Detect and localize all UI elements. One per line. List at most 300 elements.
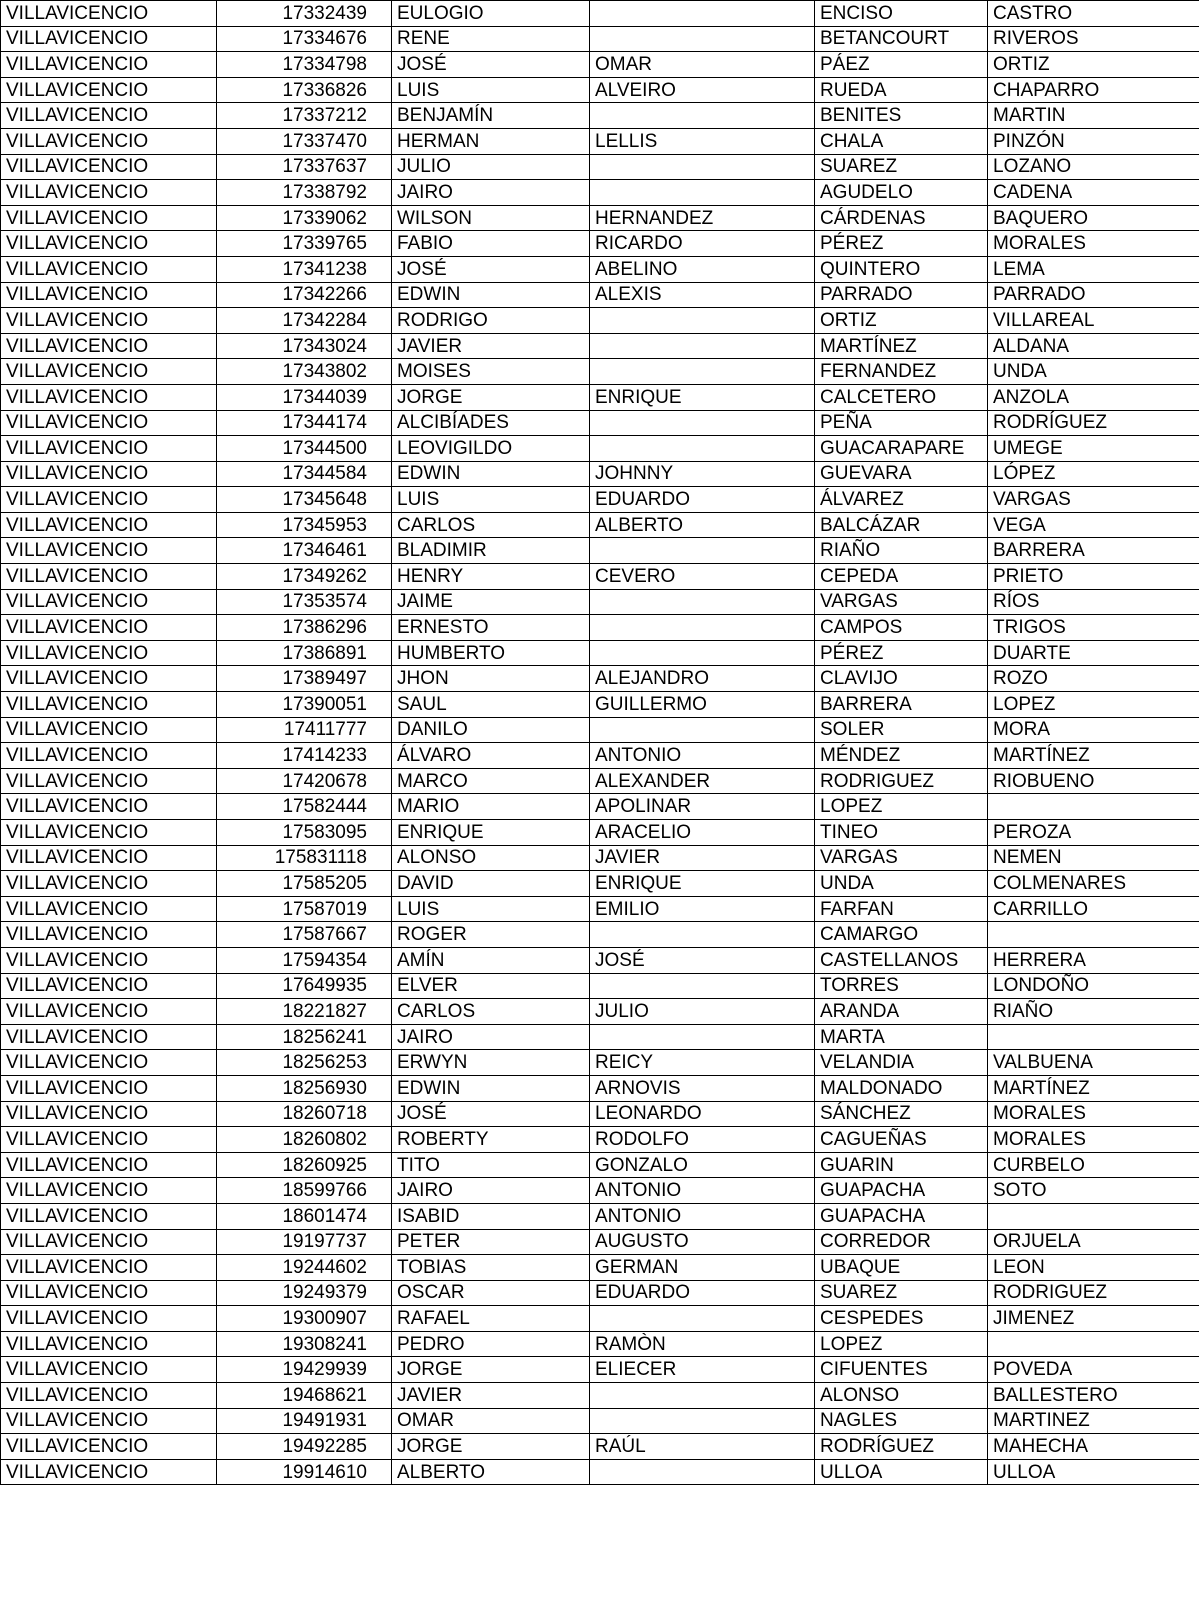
second-surname-cell: RODRÍGUEZ [988,410,1199,436]
id-number-cell: 17344584 [217,461,392,487]
table-row [1,154,1199,180]
first-name-cell: HENRY [392,564,590,590]
middle-name-cell: ALEXANDER [590,768,815,794]
table-row [1,820,1199,846]
first-surname-cell: PÉREZ [815,640,988,666]
table-row [1,999,1199,1025]
table-row [1,845,1199,871]
id-number-cell: 18260718 [217,1101,392,1127]
middle-name-cell [590,359,815,385]
table-row [1,973,1199,999]
city-cell: VILLAVICENCIO [1,512,217,538]
table-row [1,128,1199,154]
id-number-cell: 18256930 [217,1075,392,1101]
table-row [1,947,1199,973]
second-surname-cell: VARGAS [988,487,1199,513]
table-row [1,282,1199,308]
records-table-body [1,1,1199,1485]
first-surname-cell: MALDONADO [815,1075,988,1101]
middle-name-cell: LEONARDO [590,1101,815,1127]
table-row [1,1178,1199,1204]
table-row [1,487,1199,513]
second-surname-cell: POVEDA [988,1357,1199,1383]
first-surname-cell: CIFUENTES [815,1357,988,1383]
first-surname-cell: ORTIZ [815,308,988,334]
middle-name-cell: GERMAN [590,1255,815,1281]
first-surname-cell: GUARIN [815,1152,988,1178]
second-surname-cell: NEMEN [988,845,1199,871]
first-surname-cell: QUINTERO [815,256,988,282]
table-row [1,1024,1199,1050]
second-surname-cell: PINZÓN [988,128,1199,154]
id-number-cell: 17339062 [217,205,392,231]
city-cell: VILLAVICENCIO [1,1024,217,1050]
table-row [1,1434,1199,1460]
table-row [1,256,1199,282]
id-number-cell: 17345648 [217,487,392,513]
first-name-cell: JORGE [392,384,590,410]
table-row [1,77,1199,103]
first-name-cell: WILSON [392,205,590,231]
middle-name-cell [590,1024,815,1050]
second-surname-cell: UMEGE [988,436,1199,462]
city-cell: VILLAVICENCIO [1,922,217,948]
id-number-cell: 17332439 [217,1,392,27]
id-number-cell: 17411777 [217,717,392,743]
id-number-cell: 17344500 [217,436,392,462]
first-surname-cell: TINEO [815,820,988,846]
second-surname-cell: ORJUELA [988,1229,1199,1255]
city-cell: VILLAVICENCIO [1,128,217,154]
table-row [1,1459,1199,1485]
city-cell: VILLAVICENCIO [1,436,217,462]
id-number-cell: 17345953 [217,512,392,538]
middle-name-cell [590,410,815,436]
city-cell: VILLAVICENCIO [1,615,217,641]
second-surname-cell [988,1331,1199,1357]
first-name-cell: HUMBERTO [392,640,590,666]
middle-name-cell [590,436,815,462]
id-number-cell: 17386296 [217,615,392,641]
first-name-cell: JAIME [392,589,590,615]
table-row [1,871,1199,897]
city-cell: VILLAVICENCIO [1,308,217,334]
table-row [1,308,1199,334]
first-surname-cell: TORRES [815,973,988,999]
second-surname-cell: MORALES [988,1101,1199,1127]
first-name-cell: OSCAR [392,1280,590,1306]
middle-name-cell: ARACELIO [590,820,815,846]
first-surname-cell: PARRADO [815,282,988,308]
id-number-cell: 17342284 [217,308,392,334]
city-cell: VILLAVICENCIO [1,410,217,436]
first-surname-cell: VARGAS [815,589,988,615]
table-row [1,180,1199,206]
id-number-cell: 17587019 [217,896,392,922]
middle-name-cell: REICY [590,1050,815,1076]
first-name-cell: JULIO [392,154,590,180]
table-row [1,436,1199,462]
table-row [1,1229,1199,1255]
middle-name-cell [590,308,815,334]
first-surname-cell: BALCÁZAR [815,512,988,538]
table-row [1,461,1199,487]
first-name-cell: ISABID [392,1203,590,1229]
second-surname-cell: VALBUENA [988,1050,1199,1076]
id-number-cell: 17339765 [217,231,392,257]
first-surname-cell: UNDA [815,871,988,897]
table-row [1,1280,1199,1306]
middle-name-cell: AUGUSTO [590,1229,815,1255]
second-surname-cell [988,922,1199,948]
id-number-cell: 18260925 [217,1152,392,1178]
city-cell: VILLAVICENCIO [1,1331,217,1357]
table-row [1,359,1199,385]
first-surname-cell: GUAPACHA [815,1178,988,1204]
first-name-cell: CARLOS [392,512,590,538]
id-number-cell: 17337470 [217,128,392,154]
middle-name-cell: ELIECER [590,1357,815,1383]
first-surname-cell: RUEDA [815,77,988,103]
first-surname-cell: RIAÑO [815,538,988,564]
id-number-cell: 17649935 [217,973,392,999]
middle-name-cell: ALEXIS [590,282,815,308]
first-surname-cell: FARFAN [815,896,988,922]
table-row [1,1331,1199,1357]
first-name-cell: FABIO [392,231,590,257]
city-cell: VILLAVICENCIO [1,589,217,615]
table-row [1,538,1199,564]
second-surname-cell: BALLESTERO [988,1383,1199,1409]
middle-name-cell [590,26,815,52]
city-cell: VILLAVICENCIO [1,1459,217,1485]
table-row [1,1075,1199,1101]
first-name-cell: JOSÉ [392,1101,590,1127]
city-cell: VILLAVICENCIO [1,282,217,308]
second-surname-cell [988,1203,1199,1229]
first-name-cell: JOSÉ [392,256,590,282]
middle-name-cell: ENRIQUE [590,384,815,410]
id-number-cell: 19491931 [217,1408,392,1434]
first-name-cell: JORGE [392,1434,590,1460]
id-number-cell: 19197737 [217,1229,392,1255]
id-number-cell: 17346461 [217,538,392,564]
second-surname-cell: MARTÍNEZ [988,1075,1199,1101]
first-name-cell: ÁLVARO [392,743,590,769]
first-surname-cell: ÁLVAREZ [815,487,988,513]
second-surname-cell: CARRILLO [988,896,1199,922]
first-name-cell: SAUL [392,692,590,718]
first-surname-cell: GUAPACHA [815,1203,988,1229]
first-name-cell: ALONSO [392,845,590,871]
id-number-cell: 17389497 [217,666,392,692]
table-row [1,1050,1199,1076]
second-surname-cell: RIOBUENO [988,768,1199,794]
middle-name-cell [590,615,815,641]
id-number-cell: 18601474 [217,1203,392,1229]
first-name-cell: HERMAN [392,128,590,154]
middle-name-cell [590,1459,815,1485]
city-cell: VILLAVICENCIO [1,77,217,103]
second-surname-cell: ORTIZ [988,52,1199,78]
table-row [1,743,1199,769]
city-cell: VILLAVICENCIO [1,1229,217,1255]
middle-name-cell: ENRIQUE [590,871,815,897]
first-surname-cell: CAMARGO [815,922,988,948]
first-name-cell: RAFAEL [392,1306,590,1332]
table-row [1,1255,1199,1281]
table-row [1,768,1199,794]
middle-name-cell: APOLINAR [590,794,815,820]
id-number-cell: 19249379 [217,1280,392,1306]
first-surname-cell: MARTA [815,1024,988,1050]
table-row [1,333,1199,359]
city-cell: VILLAVICENCIO [1,384,217,410]
id-number-cell: 17342266 [217,282,392,308]
first-name-cell: ROBERTY [392,1127,590,1153]
table-row [1,1306,1199,1332]
city-cell: VILLAVICENCIO [1,845,217,871]
city-cell: VILLAVICENCIO [1,768,217,794]
table-row [1,896,1199,922]
first-surname-cell: PÁEZ [815,52,988,78]
table-row [1,589,1199,615]
second-surname-cell: CASTRO [988,1,1199,27]
first-surname-cell: CLAVIJO [815,666,988,692]
first-name-cell: JHON [392,666,590,692]
city-cell: VILLAVICENCIO [1,794,217,820]
second-surname-cell: RODRIGUEZ [988,1280,1199,1306]
second-surname-cell: MARTINEZ [988,1408,1199,1434]
first-name-cell: EDWIN [392,1075,590,1101]
middle-name-cell: EMILIO [590,896,815,922]
id-number-cell: 19468621 [217,1383,392,1409]
first-surname-cell: FERNANDEZ [815,359,988,385]
first-surname-cell: BARRERA [815,692,988,718]
middle-name-cell [590,973,815,999]
city-cell: VILLAVICENCIO [1,1357,217,1383]
second-surname-cell: LOPEZ [988,692,1199,718]
table-row [1,794,1199,820]
city-cell: VILLAVICENCIO [1,640,217,666]
second-surname-cell: RIAÑO [988,999,1199,1025]
table-row [1,615,1199,641]
first-name-cell: EDWIN [392,282,590,308]
second-surname-cell: MARTIN [988,103,1199,129]
first-surname-cell: PEÑA [815,410,988,436]
first-surname-cell: VELANDIA [815,1050,988,1076]
table-row [1,717,1199,743]
first-surname-cell: VARGAS [815,845,988,871]
first-name-cell: EULOGIO [392,1,590,27]
first-surname-cell: GUACARAPARE [815,436,988,462]
first-name-cell: ALCIBÍADES [392,410,590,436]
second-surname-cell: ROZO [988,666,1199,692]
first-name-cell: ERNESTO [392,615,590,641]
city-cell: VILLAVICENCIO [1,26,217,52]
second-surname-cell: TRIGOS [988,615,1199,641]
city-cell: VILLAVICENCIO [1,1050,217,1076]
middle-name-cell: RAÚL [590,1434,815,1460]
id-number-cell: 18256241 [217,1024,392,1050]
first-name-cell: DANILO [392,717,590,743]
id-number-cell: 17341238 [217,256,392,282]
id-number-cell: 17582444 [217,794,392,820]
first-name-cell: JAIRO [392,1178,590,1204]
id-number-cell: 17334798 [217,52,392,78]
id-number-cell: 17337637 [217,154,392,180]
first-surname-cell: RODRÍGUEZ [815,1434,988,1460]
table-row [1,1,1199,27]
middle-name-cell: HERNANDEZ [590,205,815,231]
first-name-cell: EDWIN [392,461,590,487]
second-surname-cell: JIMENEZ [988,1306,1199,1332]
first-name-cell: LUIS [392,77,590,103]
middle-name-cell: GUILLERMO [590,692,815,718]
middle-name-cell: JULIO [590,999,815,1025]
id-number-cell: 19492285 [217,1434,392,1460]
second-surname-cell: LÓPEZ [988,461,1199,487]
first-surname-cell: NAGLES [815,1408,988,1434]
city-cell: VILLAVICENCIO [1,896,217,922]
table-row [1,1357,1199,1383]
second-surname-cell: LEON [988,1255,1199,1281]
first-name-cell: RENE [392,26,590,52]
middle-name-cell: LELLIS [590,128,815,154]
middle-name-cell: ANTONIO [590,1203,815,1229]
first-surname-cell: CAMPOS [815,615,988,641]
table-row [1,1101,1199,1127]
city-cell: VILLAVICENCIO [1,999,217,1025]
id-number-cell: 17594354 [217,947,392,973]
second-surname-cell: MAHECHA [988,1434,1199,1460]
second-surname-cell: BAQUERO [988,205,1199,231]
first-surname-cell: CAGUEÑAS [815,1127,988,1153]
city-cell: VILLAVICENCIO [1,256,217,282]
id-number-cell: 19300907 [217,1306,392,1332]
middle-name-cell: RICARDO [590,231,815,257]
first-name-cell: PETER [392,1229,590,1255]
first-surname-cell: SOLER [815,717,988,743]
city-cell: VILLAVICENCIO [1,154,217,180]
middle-name-cell: OMAR [590,52,815,78]
city-cell: VILLAVICENCIO [1,1383,217,1409]
first-name-cell: CARLOS [392,999,590,1025]
first-surname-cell: BENITES [815,103,988,129]
first-name-cell: ROGER [392,922,590,948]
id-number-cell: 175831118 [217,845,392,871]
second-surname-cell: COLMENARES [988,871,1199,897]
table-row [1,564,1199,590]
city-cell: VILLAVICENCIO [1,461,217,487]
first-name-cell: OMAR [392,1408,590,1434]
second-surname-cell: RIVEROS [988,26,1199,52]
first-surname-cell: PÉREZ [815,231,988,257]
city-cell: VILLAVICENCIO [1,359,217,385]
middle-name-cell [590,1408,815,1434]
first-surname-cell: CESPEDES [815,1306,988,1332]
first-name-cell: RODRIGO [392,308,590,334]
first-name-cell: LEOVIGILDO [392,436,590,462]
second-surname-cell: PRIETO [988,564,1199,590]
first-name-cell: ENRIQUE [392,820,590,846]
first-surname-cell: MÉNDEZ [815,743,988,769]
table-row [1,1408,1199,1434]
middle-name-cell [590,538,815,564]
second-surname-cell [988,1024,1199,1050]
second-surname-cell: MORALES [988,231,1199,257]
city-cell: VILLAVICENCIO [1,487,217,513]
middle-name-cell [590,103,815,129]
middle-name-cell: JOHNNY [590,461,815,487]
id-number-cell: 17336826 [217,77,392,103]
city-cell: VILLAVICENCIO [1,666,217,692]
first-name-cell: PEDRO [392,1331,590,1357]
middle-name-cell [590,640,815,666]
first-surname-cell: CHALA [815,128,988,154]
id-number-cell: 17353574 [217,589,392,615]
middle-name-cell [590,1,815,27]
city-cell: VILLAVICENCIO [1,1203,217,1229]
table-row [1,1152,1199,1178]
id-number-cell: 19429939 [217,1357,392,1383]
id-number-cell: 17343802 [217,359,392,385]
middle-name-cell: CEVERO [590,564,815,590]
second-surname-cell: CADENA [988,180,1199,206]
first-surname-cell: BETANCOURT [815,26,988,52]
id-number-cell: 17585205 [217,871,392,897]
middle-name-cell [590,1383,815,1409]
city-cell: VILLAVICENCIO [1,820,217,846]
first-surname-cell: UBAQUE [815,1255,988,1281]
table-row [1,231,1199,257]
first-surname-cell: ALONSO [815,1383,988,1409]
city-cell: VILLAVICENCIO [1,692,217,718]
table-row [1,103,1199,129]
id-number-cell: 17334676 [217,26,392,52]
table-row [1,666,1199,692]
table-row [1,692,1199,718]
second-surname-cell: ANZOLA [988,384,1199,410]
second-surname-cell: ULLOA [988,1459,1199,1485]
city-cell: VILLAVICENCIO [1,333,217,359]
id-number-cell: 18256253 [217,1050,392,1076]
second-surname-cell: CURBELO [988,1152,1199,1178]
first-surname-cell: SUAREZ [815,154,988,180]
second-surname-cell: MARTÍNEZ [988,743,1199,769]
middle-name-cell [590,717,815,743]
id-number-cell: 19308241 [217,1331,392,1357]
second-surname-cell: ALDANA [988,333,1199,359]
city-cell: VILLAVICENCIO [1,1255,217,1281]
city-cell: VILLAVICENCIO [1,564,217,590]
second-surname-cell [988,794,1199,820]
city-cell: VILLAVICENCIO [1,180,217,206]
city-cell: VILLAVICENCIO [1,1075,217,1101]
table-row [1,1203,1199,1229]
first-name-cell: JORGE [392,1357,590,1383]
first-surname-cell: CALCETERO [815,384,988,410]
first-surname-cell: CASTELLANOS [815,947,988,973]
middle-name-cell [590,154,815,180]
id-number-cell: 18260802 [217,1127,392,1153]
id-number-cell: 19244602 [217,1255,392,1281]
city-cell: VILLAVICENCIO [1,1127,217,1153]
middle-name-cell: EDUARDO [590,1280,815,1306]
middle-name-cell: ALVEIRO [590,77,815,103]
first-name-cell: BENJAMÍN [392,103,590,129]
table-row [1,26,1199,52]
